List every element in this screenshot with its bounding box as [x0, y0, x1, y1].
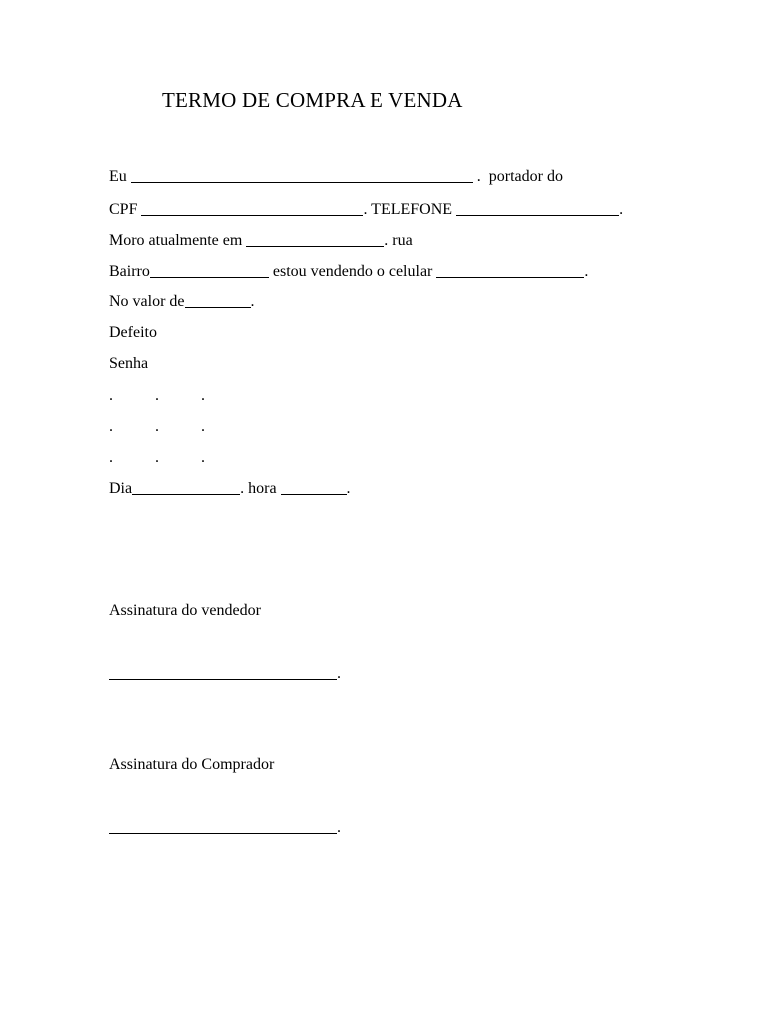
line-valor	[109, 292, 255, 312]
label-telefone: . TELEFONE	[363, 201, 453, 218]
bairro-blank-field[interactable]	[150, 263, 269, 278]
label-rua: . rua	[384, 232, 413, 249]
label-assinatura-comprador: Assinatura do Comprador	[109, 756, 275, 773]
line-cpf	[109, 200, 623, 220]
line-dia-period: .	[346, 480, 351, 497]
dot: .	[109, 418, 113, 435]
line-dia-hora	[109, 479, 351, 499]
comprador-signature-field[interactable]	[109, 819, 337, 834]
dot: .	[109, 449, 113, 466]
dot: .	[201, 418, 205, 435]
line-name	[109, 167, 563, 187]
label-portador: portador do	[488, 168, 563, 185]
label-defeito: Defeito	[109, 324, 157, 341]
label-eu: Eu	[109, 168, 127, 185]
dia-blank-field[interactable]	[132, 480, 240, 495]
line-bairro	[109, 262, 588, 282]
dot-row	[109, 417, 247, 437]
label-bairro: Bairro	[109, 263, 150, 280]
label-senha: Senha	[109, 355, 149, 372]
dot: .	[155, 449, 159, 466]
hora-blank-field[interactable]	[281, 480, 347, 495]
line2-period: .	[619, 201, 624, 218]
document-title: TERMO DE COMPRA E VENDA	[162, 88, 463, 112]
dot-row	[109, 448, 247, 468]
endereco-blank-field[interactable]	[246, 232, 384, 247]
dot: .	[155, 387, 159, 404]
valor-blank-field[interactable]	[185, 293, 251, 308]
line1-period: .	[476, 168, 481, 185]
name-blank-field[interactable]	[131, 168, 473, 183]
dot: .	[201, 449, 205, 466]
dot: .	[109, 387, 113, 404]
comprador-signature-period: .	[337, 819, 341, 836]
label-dia: Dia	[109, 480, 133, 497]
dot: .	[155, 418, 159, 435]
line4-period: .	[584, 263, 589, 280]
cpf-blank-field[interactable]	[141, 201, 363, 216]
dot: .	[201, 387, 205, 404]
celular-blank-field[interactable]	[436, 263, 584, 278]
label-vendendo: estou vendendo o celular	[272, 263, 433, 280]
label-moro: Moro atualmente em	[109, 232, 243, 249]
vendedor-signature-field[interactable]	[109, 665, 337, 680]
line-endereco	[109, 231, 413, 251]
dot-row	[109, 386, 247, 406]
vendedor-signature-line	[109, 664, 341, 684]
telefone-blank-field[interactable]	[456, 201, 619, 216]
label-valor: No valor de	[109, 293, 185, 310]
vendedor-signature-period: .	[337, 665, 341, 682]
comprador-signature-line	[109, 818, 341, 838]
label-hora: . hora	[240, 480, 277, 497]
label-cpf: CPF	[109, 201, 138, 218]
label-assinatura-vendedor: Assinatura do vendedor	[109, 602, 261, 619]
line5-period: .	[250, 293, 255, 310]
